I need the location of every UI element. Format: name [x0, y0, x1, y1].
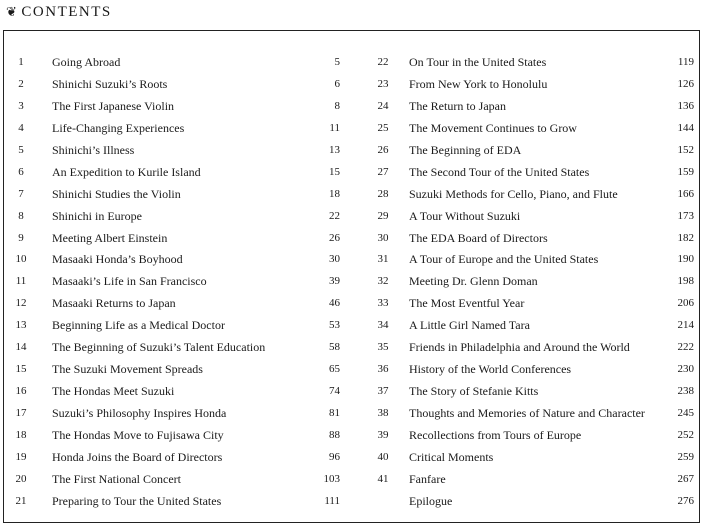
- page-number: 15: [329, 165, 340, 178]
- chapter-number: 10: [15, 253, 27, 266]
- right-column: [366, 52, 695, 513]
- page-number: 136: [677, 99, 694, 112]
- page-number: 88: [329, 428, 340, 441]
- chapter-number: 29: [377, 209, 389, 222]
- page-number: 11: [329, 121, 340, 134]
- chapter-title: Shinichi’s Illness: [52, 142, 135, 157]
- toc-entry: [4, 315, 366, 337]
- toc-entry: [366, 74, 695, 96]
- chapter-title: The EDA Board of Directors: [409, 230, 548, 245]
- page-number: 5: [334, 56, 340, 68]
- chapter-title: Fanfare: [409, 471, 446, 486]
- chapter-title: The First National Concert: [52, 471, 181, 486]
- fleuron-ornament-icon: ❦: [6, 3, 19, 19]
- chapter-number: 26: [377, 143, 389, 156]
- toc-entry: [366, 162, 695, 184]
- chapter-title: A Tour Without Suzuki: [409, 208, 521, 223]
- chapter-title: Shinichi in Europe: [52, 208, 142, 223]
- chapter-title: Preparing to Tour the United States: [52, 493, 222, 508]
- toc-entry: [366, 206, 695, 228]
- toc-entry: [4, 447, 366, 469]
- toc-entry: [366, 491, 695, 513]
- chapter-title: Beginning Life as a Medical Doctor: [52, 318, 225, 333]
- chapter-number: 23: [377, 77, 389, 90]
- chapter-number: 19: [15, 450, 27, 463]
- page-number: 53: [329, 319, 340, 332]
- toc-entry: [4, 96, 366, 118]
- toc-entry: [366, 118, 695, 140]
- chapter-title: The Movement Continues to Grow: [409, 120, 577, 135]
- chapter-number: 8: [18, 209, 24, 222]
- chapter-number: 27: [377, 165, 389, 178]
- chapter-title: Shinichi Studies the Violin: [52, 186, 181, 201]
- chapter-number: 40: [377, 450, 389, 463]
- chapter-title: The Beginning of EDA: [409, 142, 522, 157]
- chapter-number: 32: [377, 275, 389, 288]
- chapter-title: The Return to Japan: [409, 98, 506, 113]
- chapter-number: 24: [377, 99, 389, 112]
- toc-entry: [4, 271, 366, 293]
- chapter-number: 17: [15, 407, 27, 419]
- chapter-title: The Beginning of Suzuki’s Talent Education: [52, 340, 266, 355]
- chapter-title: Meeting Albert Einstein: [52, 230, 168, 245]
- page-number: 222: [677, 341, 694, 354]
- chapter-title: Recollections from Tours of Europe: [409, 427, 582, 442]
- chapter-title: Masaaki Honda’s Boyhood: [52, 252, 183, 267]
- page-number: 245: [677, 407, 694, 419]
- page-number: 173: [677, 209, 694, 222]
- page-number: 96: [329, 450, 340, 463]
- toc-entry: [366, 381, 695, 403]
- toc-entry: [366, 337, 695, 359]
- chapter-title: History of the World Conferences: [409, 362, 572, 377]
- page-number: 30: [329, 253, 340, 266]
- chapter-number: 13: [15, 319, 27, 332]
- chapter-number: 18: [15, 428, 27, 441]
- chapter-title: Honda Joins the Board of Directors: [52, 449, 223, 464]
- chapter-number: 16: [15, 385, 27, 398]
- toc-entry: [4, 381, 366, 403]
- page-number: 159: [677, 165, 694, 178]
- page-number: 74: [329, 385, 340, 398]
- chapter-title: Thoughts and Memories of Nature and Character: [409, 406, 645, 420]
- page-number: 259: [677, 450, 694, 463]
- page-number: 206: [677, 297, 694, 310]
- chapter-title: The Most Eventful Year: [409, 296, 525, 311]
- chapter-title: Friends in Philadelphia and Around the World: [409, 340, 630, 355]
- page-number: 190: [677, 253, 694, 266]
- page-number: 13: [329, 143, 340, 156]
- chapter-number: 15: [15, 363, 27, 376]
- toc-entry: [4, 228, 366, 250]
- chapter-number: 22: [377, 56, 389, 68]
- toc-entry: [366, 359, 695, 381]
- page-number: 276: [677, 494, 694, 507]
- page-title: CONTENTS: [21, 4, 112, 20]
- toc-entry: [4, 425, 366, 447]
- chapter-number: 35: [377, 341, 389, 354]
- chapter-number: 5: [18, 143, 24, 156]
- page-number: 26: [329, 231, 340, 244]
- toc-entry: [4, 118, 366, 140]
- toc-entry: [4, 337, 366, 359]
- page-number: 214: [677, 319, 694, 332]
- chapter-title: Life-Changing Experiences: [52, 120, 185, 135]
- toc-entry: [4, 293, 366, 315]
- page-number: 6: [334, 77, 340, 90]
- chapter-number: 20: [15, 472, 27, 485]
- chapter-title: An Expedition to Kurile Island: [52, 164, 201, 179]
- chapter-title: Epilogue: [409, 493, 453, 508]
- toc-entry: [4, 162, 366, 184]
- chapter-number: 9: [18, 231, 24, 244]
- toc-entry: [4, 206, 366, 228]
- chapter-number: 36: [377, 363, 389, 376]
- chapter-number: 39: [377, 428, 389, 441]
- page-number: 267: [677, 472, 694, 485]
- page-number: 166: [677, 187, 694, 200]
- chapter-number: 37: [377, 385, 389, 398]
- left-column: [4, 52, 366, 513]
- toc-entry: [366, 293, 695, 315]
- chapter-number: 41: [377, 472, 389, 485]
- toc-entry: [4, 469, 366, 491]
- chapter-number: 25: [377, 121, 389, 134]
- chapter-number: 30: [377, 231, 389, 244]
- chapter-number: 7: [18, 187, 24, 200]
- toc-entry: [4, 249, 366, 271]
- page-number: 81: [329, 407, 340, 419]
- chapter-number: 31: [377, 253, 389, 266]
- chapter-title: On Tour in the United States: [409, 55, 547, 69]
- page-number: 126: [677, 77, 694, 90]
- toc-entry: [4, 52, 366, 74]
- chapter-title: The First Japanese Violin: [52, 98, 175, 113]
- chapter-title: A Little Girl Named Tara: [409, 318, 530, 333]
- toc-entry: [366, 469, 695, 491]
- chapter-number: 2: [18, 77, 24, 90]
- page-number: 111: [324, 494, 340, 507]
- chapter-title: The Hondas Meet Suzuki: [52, 384, 175, 399]
- toc-entry: [4, 184, 366, 206]
- chapter-number: 28: [377, 187, 389, 200]
- page-number: 182: [677, 231, 694, 244]
- toc-entry: [366, 140, 695, 162]
- chapter-number: 3: [18, 99, 24, 112]
- chapter-title: Shinichi Suzuki’s Roots: [52, 76, 168, 91]
- page-number: 46: [329, 297, 340, 310]
- page-number: 144: [677, 121, 694, 134]
- chapter-number: 38: [377, 407, 389, 419]
- toc-entry: [366, 249, 695, 271]
- toc-entry: [366, 271, 695, 293]
- toc-entry: [4, 74, 366, 96]
- page-number: 103: [323, 472, 340, 485]
- chapter-number: 4: [18, 121, 24, 134]
- chapter-title: The Story of Stefanie Kitts: [409, 384, 539, 399]
- page-number: 252: [677, 428, 694, 441]
- toc-entry: [366, 425, 695, 447]
- contents-header: [6, 4, 112, 21]
- chapter-title: Suzuki Methods for Cello, Piano, and Flute: [409, 186, 618, 201]
- page-number: 18: [329, 187, 340, 200]
- chapter-title: Masaaki’s Life in San Francisco: [52, 274, 207, 289]
- page-number: 119: [677, 56, 694, 68]
- page-number: 22: [329, 209, 340, 222]
- page-number: 8: [334, 99, 340, 112]
- page-number: 65: [329, 363, 340, 376]
- chapter-title: Meeting Dr. Glenn Doman: [409, 274, 538, 289]
- page-number: 198: [677, 275, 694, 288]
- chapter-number: 1: [18, 56, 24, 68]
- page-number: 230: [677, 363, 694, 376]
- chapter-title: Critical Moments: [409, 449, 494, 464]
- toc-entry: [366, 447, 695, 469]
- toc-entry: [4, 491, 366, 513]
- toc-entry: [366, 96, 695, 118]
- toc-entry: [366, 184, 695, 206]
- chapter-title: Suzuki’s Philosophy Inspires Honda: [52, 406, 227, 420]
- page-number: 58: [329, 341, 340, 354]
- chapter-title: Going Abroad: [52, 55, 121, 69]
- toc-entry: [366, 315, 695, 337]
- chapter-number: 6: [18, 165, 24, 178]
- toc-entry: [366, 228, 695, 250]
- chapter-title: Masaaki Returns to Japan: [52, 296, 176, 311]
- chapter-title: The Second Tour of the United States: [409, 164, 590, 179]
- chapter-title: From New York to Honolulu: [409, 76, 548, 91]
- toc-entry: [4, 403, 366, 425]
- chapter-number: 34: [377, 319, 389, 332]
- page-number: 152: [677, 143, 694, 156]
- chapter-title: The Hondas Move to Fujisawa City: [52, 427, 224, 442]
- page-number: 39: [329, 275, 340, 288]
- chapter-number: 33: [377, 297, 389, 310]
- chapter-number: 14: [15, 341, 27, 354]
- toc-entry: [366, 403, 695, 425]
- toc-entry: [4, 140, 366, 162]
- chapter-number: 21: [15, 494, 27, 507]
- page-number: 238: [677, 385, 694, 398]
- chapter-number: 12: [15, 297, 27, 310]
- toc-entry: [4, 359, 366, 381]
- chapter-number: 11: [15, 275, 27, 288]
- chapter-title: A Tour of Europe and the United States: [409, 252, 599, 267]
- chapter-title: The Suzuki Movement Spreads: [52, 362, 203, 377]
- toc-entry: [366, 52, 695, 74]
